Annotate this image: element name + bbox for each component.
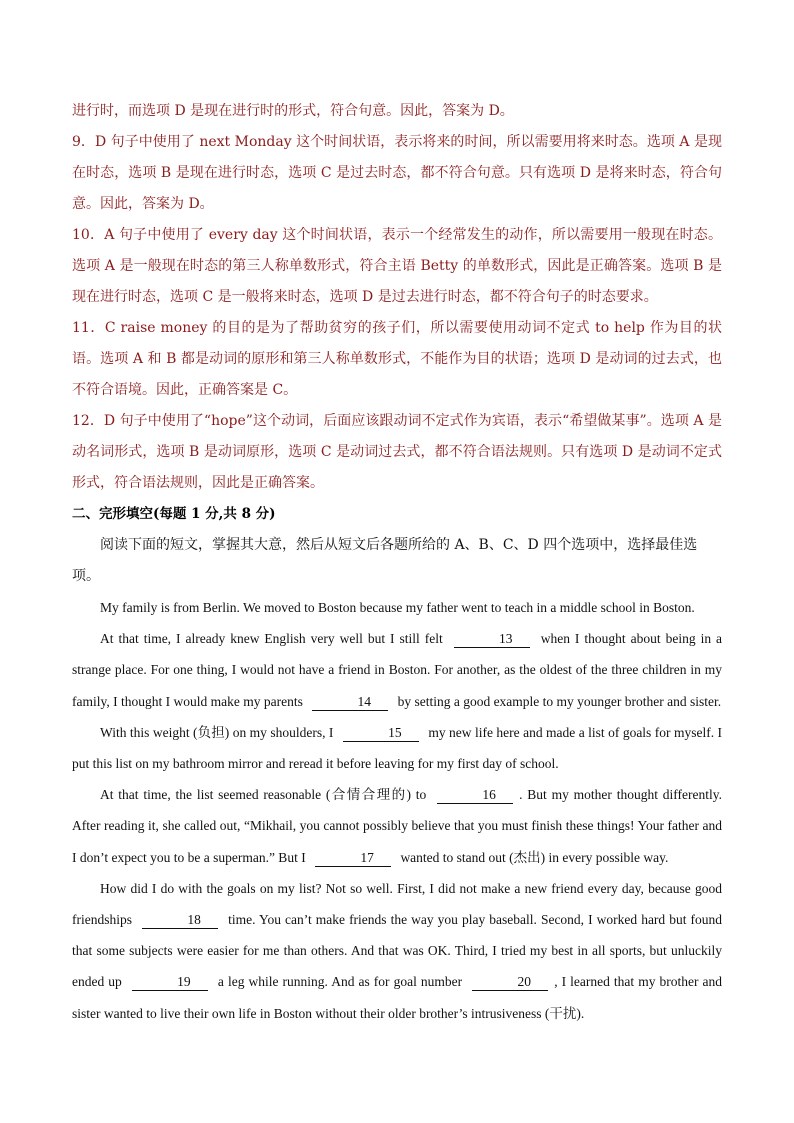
blank-13: 13 — [454, 631, 530, 648]
answer-8-continuation: 进行时，而选项 D 是现在进行时的形式，符合句意。因此，答案为 D。 — [72, 103, 514, 119]
blank-17: 17 — [315, 850, 391, 867]
passage-text: With this weight (负担) on my shoulders, I — [100, 724, 334, 740]
passage-paragraph-5 — [72, 873, 722, 1029]
section-instruction: 阅读下面的短文，掌握其大意，然后从短文后各题所给的 A、B、C、D 四个选项中，选择最佳选项。 — [72, 537, 698, 584]
answer-11: 11．C raise money 的目的是为了帮助贫穷的孩子们，所以需要使用动词不定式 to help 作为目的状语。选项 A 和 B 都是动词的原形和第三人称单数形式，不能作为目的状语；选项 D 是动词的过去式，也不符合语境。因此，正确答案是 C。 — [72, 320, 722, 398]
passage-text: my new life here and made a list of goals for myself. I put this list on my bathroom mirror and reread it before leaving for my first day of school. — [72, 724, 723, 772]
blank-14: 14 — [312, 694, 388, 711]
blank-18: 18 — [142, 912, 218, 929]
answer-12: 12．D 句子中使用了“hope”这个动词，后面应该跟动词不定式作为宾语，表示“希望做某事”。选项 A 是动名词形式，选项 B 是动词原形，选项 C 是动词过去式，都不符合语法规则。只有选项 D 是动词不定式形式，符合语法规则，因此是正确答案。 — [72, 413, 722, 491]
blank-15: 15 — [343, 725, 419, 742]
passage-text: when I thought about being in a strange place. For one thing, I would not have a friend in Boston. For another, as the oldest of the three children in my family, I thought I would make my parents — [72, 631, 723, 709]
passage-text: How did I do with the goals on my list? Not so well. First, I did not make a new friend every day, because good friendships — [72, 880, 722, 928]
passage-text: wanted to stand out (杰出) in every possible way. — [400, 849, 669, 865]
passage-text: time. You can’t make friends the way you play baseball. Second, I worked hard but found that some subjects were easier for me than others. And that was OK. Third, I tried my best in all sports, but unluckily ended up — [72, 912, 723, 990]
passage-text: by setting a good example to my younger brother and sister. — [397, 693, 722, 709]
section-title-cloze: 二、完形填空(每题 1 分,共 8 分) — [72, 506, 276, 522]
passage-text: a leg while running. And as for goal number — [217, 974, 463, 990]
passage-paragraph-3 — [72, 717, 722, 779]
answer-9: 9．D 句子中使用了 next Monday 这个时间状语，表示将来的时间，所以需要用将来时态。选项 A 是现在时态，选项 B 是现在进行时态，选项 C 是过去时态，都不符合句意。只有选项 D 是将来时态，符合句意。因此，答案为 D。 — [72, 134, 722, 212]
passage-paragraph-1: My family is from Berlin. We moved to Boston because my father went to teach in a middle school in Boston. — [100, 600, 695, 615]
page-content — [72, 96, 722, 1029]
answer-10: 10．A 句子中使用了 every day 这个时间状语，表示一个经常发生的动作，所以需要用一般现在时态。选项 A 是一般现在时态的第三人称单数形式，符合主语 Betty 的单数形式，因此是正确答案。选项 B 是现在进行时态，选项 C 是一般将来时态，选项 D 是过去进行时态，都不符合句子的时态要求。 — [72, 227, 722, 305]
passage-text: . But my mother thought differently. After reading it, she called out, “Mikhail, you cannot possibly believe that you must finish these things! Your father and I don’t expect you to be a superman.” But I — [72, 787, 722, 865]
passage-text: At that time, the list seemed reasonable (合情合理的) to — [100, 787, 427, 803]
passage-text: , I learned that my brother and sister wanted to live their own life in Boston without their older brother’s intrusiveness (干扰). — [72, 974, 723, 1021]
passage-text: At that time, I already knew English very well but I still felt — [100, 631, 443, 647]
passage-paragraph-4 — [72, 779, 722, 873]
blank-16: 16 — [437, 787, 513, 804]
blank-20: 20 — [472, 974, 548, 991]
passage-paragraph-2 — [72, 623, 722, 717]
blank-19: 19 — [132, 974, 208, 991]
